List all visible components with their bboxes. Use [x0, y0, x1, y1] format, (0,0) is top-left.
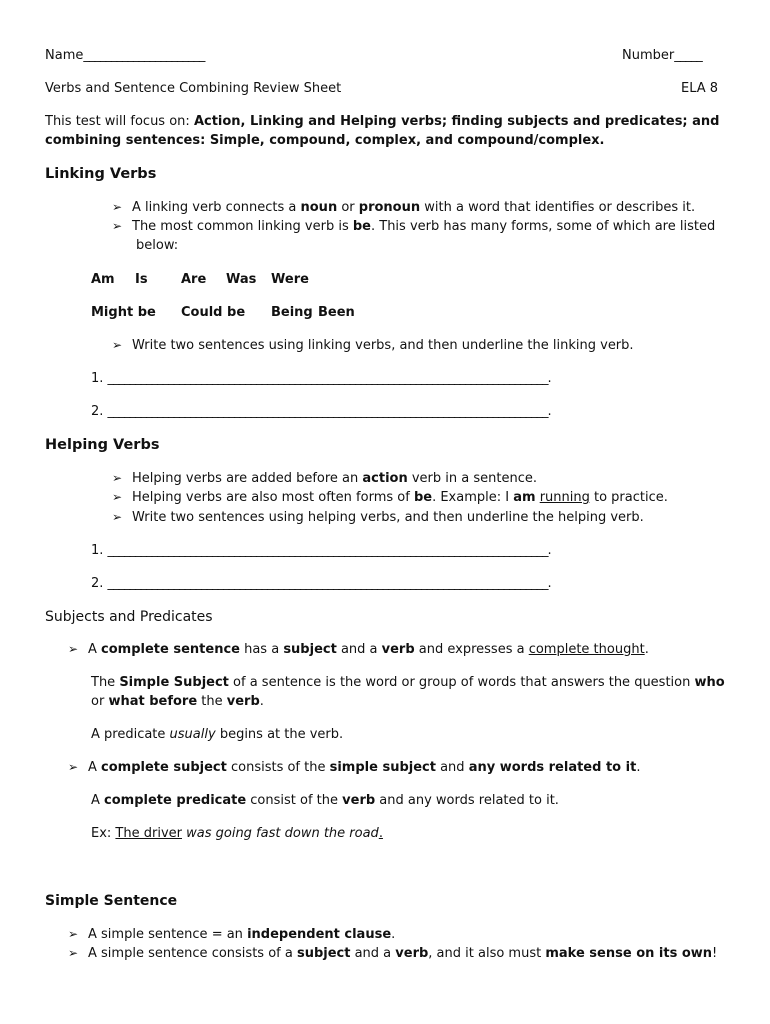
number-field[interactable] — [622, 48, 702, 63]
term-simple-subject: simple subject — [329, 760, 436, 775]
text: and — [435, 760, 469, 775]
text: with a word that identifies or describes it. — [420, 200, 696, 215]
text: Write two sentences using linking verbs, and then underline the linking verb. — [132, 338, 634, 353]
focus-topics-2: combining sentences: Simple, compound, complex, and compound/complex. — [45, 133, 605, 148]
answer-number: 2. — [91, 404, 104, 419]
text: to practice. — [589, 490, 668, 505]
subjects-predicates-heading: Subjects and Predicates — [45, 609, 213, 625]
linking-bullet-2-cont: below: — [136, 238, 179, 253]
text: and any words related to it. — [375, 793, 559, 808]
verb-form-was: Was — [226, 272, 257, 287]
helping-bullet-3 — [112, 510, 644, 525]
text: The most common linking verb is — [132, 219, 353, 234]
complete-predicate-para — [91, 793, 559, 808]
text: . — [644, 642, 649, 657]
example-subject: The driver — [115, 826, 182, 841]
linking-answer-1[interactable] — [91, 371, 552, 386]
arrow-bullet-icon: ➢ — [112, 510, 123, 524]
linking-bullet-3 — [112, 338, 634, 353]
text: or — [337, 200, 359, 215]
text: . — [391, 927, 396, 942]
term-subject: subject — [283, 642, 337, 657]
example-sentence — [91, 826, 383, 841]
term-am: am — [513, 490, 536, 505]
text: A linking verb connects a — [132, 200, 301, 215]
answer-blank[interactable]: ________________________________________________________________________________ — [107, 576, 548, 591]
term-any-words: any words related to it — [468, 760, 637, 775]
answer-end: . — [547, 371, 552, 386]
arrow-bullet-icon: ➢ — [112, 200, 123, 214]
text: verb in a sentence. — [407, 471, 537, 486]
verb-form-might-be: Might be — [91, 305, 156, 320]
term-be: be — [413, 490, 433, 505]
answer-blank[interactable]: ________________________________________________________________________________ — [107, 404, 548, 419]
subjects-bullet-2 — [68, 760, 640, 775]
term-complete-sentence: complete sentence — [101, 642, 240, 657]
helping-bullet-2 — [112, 490, 668, 505]
text: A — [88, 760, 102, 775]
term-running: running — [539, 490, 590, 505]
term-be: be — [352, 219, 371, 234]
predicate-para — [91, 727, 343, 742]
term-usually: usually — [169, 727, 216, 742]
text: or — [91, 694, 109, 709]
arrow-bullet-icon: ➢ — [112, 338, 123, 352]
simple-sentence-heading: Simple Sentence — [45, 893, 178, 909]
class-label: ELA 8 — [681, 81, 719, 96]
verb-form-are: Are — [181, 272, 207, 287]
verb-form-could-be: Could be — [181, 305, 246, 320]
text: Helping verbs are added before an — [132, 471, 363, 486]
answer-end: . — [547, 543, 552, 558]
arrow-bullet-icon: ➢ — [112, 471, 123, 485]
verb-form-am: Am — [91, 272, 115, 287]
name-label: Name — [45, 48, 84, 63]
term-verb: verb — [342, 793, 376, 808]
text: of a sentence is the word or group of words that answers the question — [228, 675, 695, 690]
term-make-sense: make sense on its own — [545, 946, 713, 961]
linking-verbs-heading: Linking Verbs — [45, 166, 157, 182]
term-complete-predicate: complete predicate — [104, 793, 247, 808]
focus-line-2 — [45, 133, 604, 148]
simple-bullet-2 — [68, 946, 717, 961]
linking-bullet-1 — [112, 200, 695, 215]
simple-subject-para-1 — [91, 675, 725, 690]
arrow-bullet-icon: ➢ — [68, 946, 79, 960]
text: has a — [239, 642, 284, 657]
text: Helping verbs are also most often forms of — [132, 490, 414, 505]
linking-bullet-2 — [112, 219, 715, 234]
example-end: . — [378, 826, 383, 841]
text: A — [88, 642, 102, 657]
arrow-bullet-icon: ➢ — [68, 760, 79, 774]
subjects-bullet-1 — [68, 642, 649, 657]
text: the — [197, 694, 227, 709]
text: consists of the — [226, 760, 330, 775]
term-verb: verb — [226, 694, 260, 709]
answer-end: . — [547, 576, 552, 591]
text: and expresses a — [414, 642, 529, 657]
text: A — [91, 793, 105, 808]
simple-bullet-1 — [68, 927, 395, 942]
name-blank[interactable]: ______________________ — [83, 48, 205, 63]
term-pronoun: pronoun — [358, 200, 421, 215]
term-verb: verb — [395, 946, 429, 961]
term-action: action — [362, 471, 408, 486]
term-simple-subject: Simple Subject — [119, 675, 229, 690]
name-field[interactable] — [45, 48, 204, 63]
answer-number: 2. — [91, 576, 104, 591]
text: begins at the verb. — [215, 727, 344, 742]
term-noun: noun — [300, 200, 338, 215]
arrow-bullet-icon: ➢ — [112, 219, 123, 233]
answer-blank[interactable]: ________________________________________________________________________________ — [107, 371, 548, 386]
helping-answer-2[interactable] — [91, 576, 552, 591]
arrow-bullet-icon: ➢ — [112, 490, 123, 504]
verb-form-were: Were — [271, 272, 309, 287]
text: , and it also must — [428, 946, 546, 961]
answer-number: 1. — [91, 371, 104, 386]
text: and a — [336, 642, 382, 657]
text: and a — [350, 946, 396, 961]
term-subject: subject — [296, 946, 351, 961]
text: Write two sentences using helping verbs, and then underline the helping verb. — [132, 510, 644, 525]
number-blank[interactable]: _____ — [674, 48, 702, 63]
focus-intro: This test will focus on: — [45, 114, 194, 129]
focus-line-1 — [45, 114, 720, 129]
term-independent-clause: independent clause — [247, 927, 392, 942]
verb-form-being: Being — [271, 305, 313, 320]
text: A simple sentence = an — [88, 927, 248, 942]
example-label: Ex: — [91, 826, 116, 841]
text: The — [91, 675, 120, 690]
term-complete-subject: complete subject — [101, 760, 227, 775]
term-verb: verb — [381, 642, 415, 657]
focus-topics-1: Action, Linking and Helping verbs; finding subjects and predicates; and — [193, 114, 720, 129]
text: ! — [712, 946, 718, 961]
text: consist of the — [246, 793, 343, 808]
text: . Example: I — [432, 490, 514, 505]
term-complete-thought: complete thought — [528, 642, 645, 657]
text: . — [636, 760, 641, 775]
verb-form-been: Been — [318, 305, 355, 320]
answer-number: 1. — [91, 543, 104, 558]
answer-end: . — [547, 404, 552, 419]
helping-bullet-1 — [112, 471, 537, 486]
simple-subject-para-2 — [91, 694, 264, 709]
text: A predicate — [91, 727, 170, 742]
linking-answer-2[interactable] — [91, 404, 552, 419]
helping-verbs-heading: Helping Verbs — [45, 437, 160, 453]
helping-answer-1[interactable] — [91, 543, 552, 558]
arrow-bullet-icon: ➢ — [68, 927, 79, 941]
term-who: who — [694, 675, 725, 690]
text: . This verb has many forms, some of which are listed — [370, 219, 716, 234]
text: . — [259, 694, 264, 709]
text: A simple sentence consists of a — [88, 946, 297, 961]
term-what-before: what before — [108, 694, 198, 709]
number-label: Number — [622, 48, 675, 63]
sheet-title: Verbs and Sentence Combining Review Sheet — [45, 81, 342, 96]
arrow-bullet-icon: ➢ — [68, 642, 79, 656]
answer-blank[interactable]: ________________________________________________________________________________ — [107, 543, 548, 558]
example-predicate: was going fast down the road — [181, 826, 379, 841]
verb-form-is: Is — [135, 272, 148, 287]
